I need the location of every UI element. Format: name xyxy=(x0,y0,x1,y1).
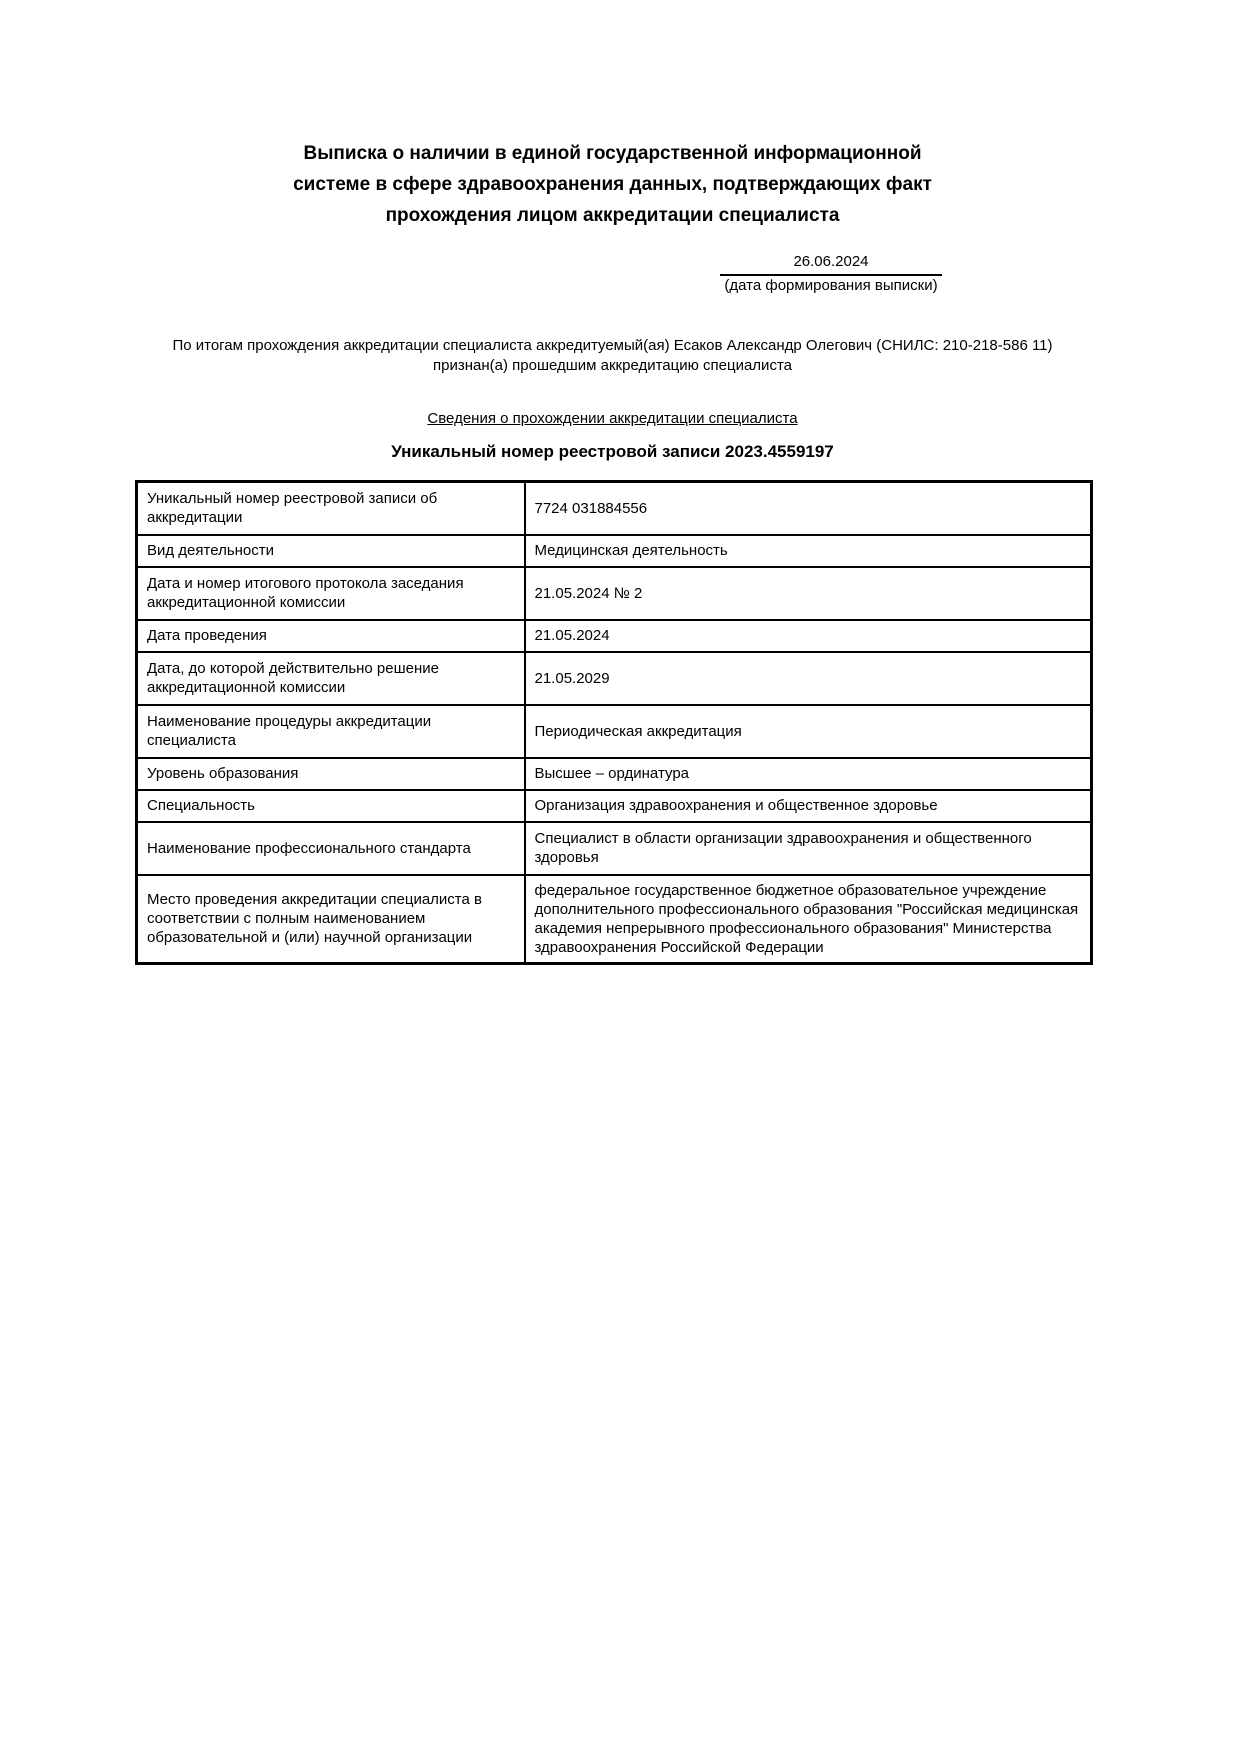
field-label-cell: Дата, до которой действительно решение аккредитационной комиссии xyxy=(137,652,525,705)
intro-paragraph-line: По итогам прохождения аккредитации специалиста аккредитуемый(ая) Есаков Александр Олегович (СНИЛС: 210-218-586 11) xyxy=(172,337,1053,354)
table-row xyxy=(137,705,1092,758)
field-value-cell: Медицинская деятельность xyxy=(525,535,1092,567)
field-label-cell: Вид деятельности xyxy=(137,535,525,567)
field-value-cell: 7724 031884556 xyxy=(525,482,1092,535)
field-value-cell: федеральное государственное бюджетное образовательное учреждение дополнительного профессионального образования "Российская медицинская академия непрерывного профессионального образования" Министерства здравоохранения Российской Федерации xyxy=(525,875,1092,964)
extract-date-block xyxy=(720,253,942,296)
table-row xyxy=(137,567,1092,620)
table-row xyxy=(137,875,1092,964)
intro-paragraph xyxy=(135,336,1090,376)
field-value-cell: Периодическая аккредитация xyxy=(525,705,1092,758)
field-value-cell: Специалист в области организации здравоохранения и общественного здоровья xyxy=(525,822,1092,875)
accreditation-table xyxy=(135,480,1093,965)
field-label-cell: Уникальный номер реестровой записи об аккредитации xyxy=(137,482,525,535)
document-title-line: прохождения лицом аккредитации специалиста xyxy=(385,205,840,226)
field-label-cell: Специальность xyxy=(137,790,525,822)
registry-record-heading: Уникальный номер реестровой записи 2023.4559197 xyxy=(391,442,834,461)
field-label-cell: Наименование процедуры аккредитации специалиста xyxy=(137,705,525,758)
field-value-cell: 21.05.2024 № 2 xyxy=(525,567,1092,620)
table-row xyxy=(137,822,1092,875)
field-label-cell: Дата проведения xyxy=(137,620,525,652)
section-heading: Сведения о прохождении аккредитации специалиста xyxy=(427,410,798,427)
table-row xyxy=(137,482,1092,535)
document-title-line: системе в сфере здравоохранения данных, подтверждающих факт xyxy=(293,174,932,195)
field-label-cell: Наименование профессионального стандарта xyxy=(137,822,525,875)
extract-date-caption: (дата формирования выписки) xyxy=(724,277,938,294)
field-value-cell: Высшее – ординатура xyxy=(525,758,1092,790)
table-row xyxy=(137,535,1092,567)
field-value-cell: 21.05.2024 xyxy=(525,620,1092,652)
field-label-cell: Место проведения аккредитации специалиста в соответствии с полным наименованием образовательной и (или) научной организации xyxy=(137,875,525,964)
field-value-cell: 21.05.2029 xyxy=(525,652,1092,705)
table-row xyxy=(137,790,1092,822)
document-title xyxy=(135,138,1090,231)
table-row xyxy=(137,620,1092,652)
document-content xyxy=(135,138,1090,965)
document-title-line: Выписка о наличии в единой государственной информационной xyxy=(303,143,922,164)
field-label-cell: Дата и номер итогового протокола заседания аккредитационной комиссии xyxy=(137,567,525,620)
table-row xyxy=(137,758,1092,790)
extract-date: 26.06.2024 xyxy=(720,253,942,276)
field-label-cell: Уровень образования xyxy=(137,758,525,790)
intro-paragraph-line: признан(а) прошедшим аккредитацию специалиста xyxy=(433,357,792,374)
field-value-cell: Организация здравоохранения и общественное здоровье xyxy=(525,790,1092,822)
table-row xyxy=(137,652,1092,705)
